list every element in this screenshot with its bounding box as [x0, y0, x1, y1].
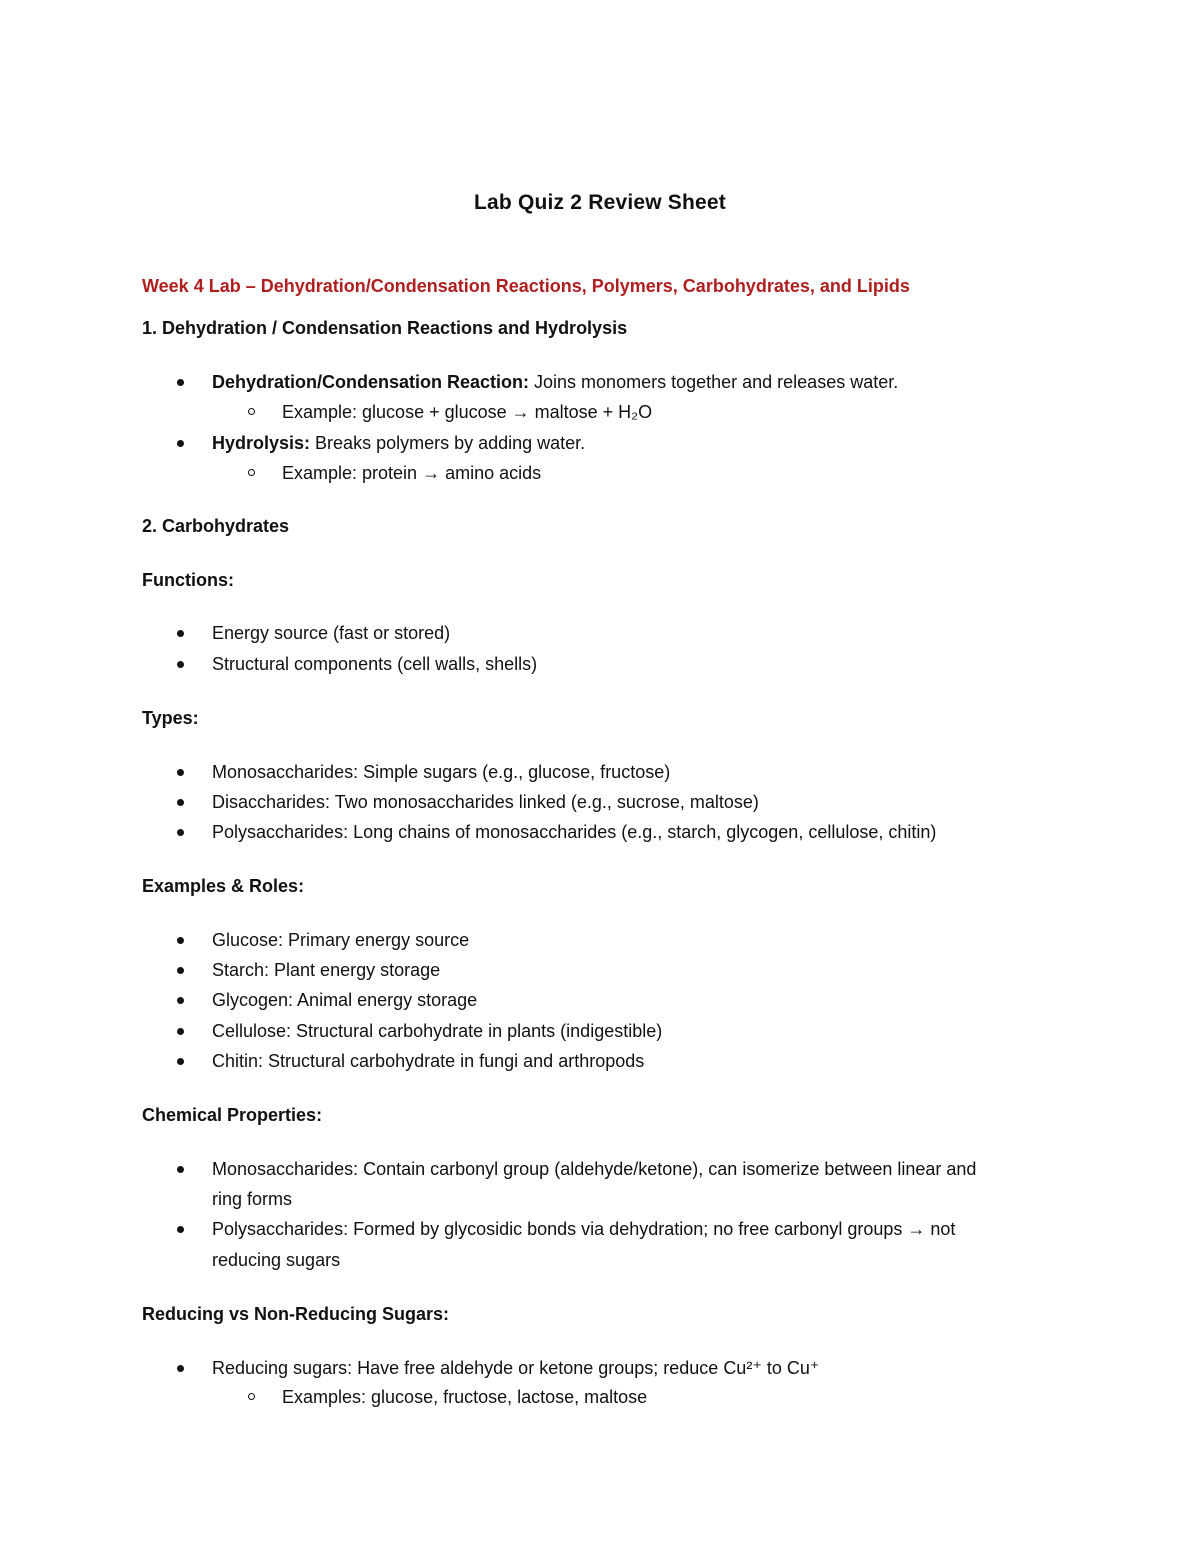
sub-bullet-icon	[248, 1393, 255, 1400]
list-item: Energy source (fast or stored)	[212, 623, 451, 643]
list-item: Polysaccharides: Long chains of monosaccharides (e.g., starch, glycogen, cellulose, chitin)	[212, 822, 937, 842]
list-subitem: Example: protein → amino acids	[282, 463, 542, 483]
section-1-heading: 1. Dehydration / Condensation Reactions and Hydrolysis	[142, 318, 628, 338]
list-item	[212, 432, 585, 454]
bullet-icon	[177, 661, 184, 668]
bullet-icon	[177, 1166, 184, 1173]
bullet-icon	[177, 440, 184, 447]
list-item	[212, 371, 898, 393]
bullet-icon	[177, 829, 184, 836]
list-item: Polysaccharides: Formed by glycosidic bonds via dehydration; no free carbonyl groups → not	[212, 1219, 956, 1239]
list-item: Reducing sugars: Have free aldehyde or ketone groups; reduce Cu²⁺ to Cu⁺	[212, 1358, 820, 1378]
bullet-icon	[177, 997, 184, 1004]
list-item: Disaccharides: Two monosaccharides linked (e.g., sucrose, maltose)	[212, 792, 759, 812]
examples-heading: Examples & Roles:	[142, 876, 305, 896]
term-definition: Joins monomers together and releases water.	[529, 372, 899, 392]
bullet-icon	[177, 379, 184, 386]
week-heading: Week 4 Lab – Dehydration/Condensation Reactions, Polymers, Carbohydrates, and Lipids	[142, 276, 910, 296]
list-item: Glycogen: Animal energy storage	[212, 990, 478, 1010]
list-item: Monosaccharides: Contain carbonyl group (aldehyde/ketone), can isomerize between linear and	[212, 1159, 977, 1179]
list-item: Chitin: Structural carbohydrate in fungi and arthropods	[212, 1051, 645, 1071]
sub-bullet-icon	[248, 469, 255, 476]
reducing-sugars-heading: Reducing vs Non-Reducing Sugars:	[142, 1304, 450, 1324]
bullet-icon	[177, 1058, 184, 1065]
list-item-continued: ring forms	[212, 1189, 293, 1209]
functions-heading: Functions:	[142, 570, 234, 590]
list-item: Glucose: Primary energy source	[212, 930, 470, 950]
bullet-icon	[177, 967, 184, 974]
bullet-icon	[177, 937, 184, 944]
section-2-heading: 2. Carbohydrates	[142, 516, 290, 536]
bullet-icon	[177, 1028, 184, 1035]
term-definition: Breaks polymers by adding water.	[310, 433, 586, 453]
types-heading: Types:	[142, 708, 199, 728]
chemical-properties-heading: Chemical Properties:	[142, 1105, 323, 1125]
sub-bullet-icon	[248, 408, 255, 415]
term-hydrolysis: Hydrolysis:	[212, 433, 311, 453]
bullet-icon	[177, 1226, 184, 1233]
list-subitem: Examples: glucose, fructose, lactose, maltose	[282, 1387, 648, 1407]
page-title: Lab Quiz 2 Review Sheet	[473, 191, 726, 214]
list-item: Cellulose: Structural carbohydrate in plants (indigestible)	[212, 1021, 663, 1041]
list-item: Monosaccharides: Simple sugars (e.g., glucose, fructose)	[212, 762, 671, 782]
bullet-icon	[177, 799, 184, 806]
term-dehydration: Dehydration/Condensation Reaction:	[212, 372, 530, 392]
bullet-icon	[177, 630, 184, 637]
list-item: Starch: Plant energy storage	[212, 960, 441, 980]
list-item: Structural components (cell walls, shells)	[212, 654, 538, 674]
bullet-icon	[177, 769, 184, 776]
list-subitem: Example: glucose + glucose → maltose + H₂O	[282, 402, 653, 422]
list-item-continued: reducing sugars	[212, 1250, 341, 1270]
bullet-icon	[177, 1365, 184, 1372]
